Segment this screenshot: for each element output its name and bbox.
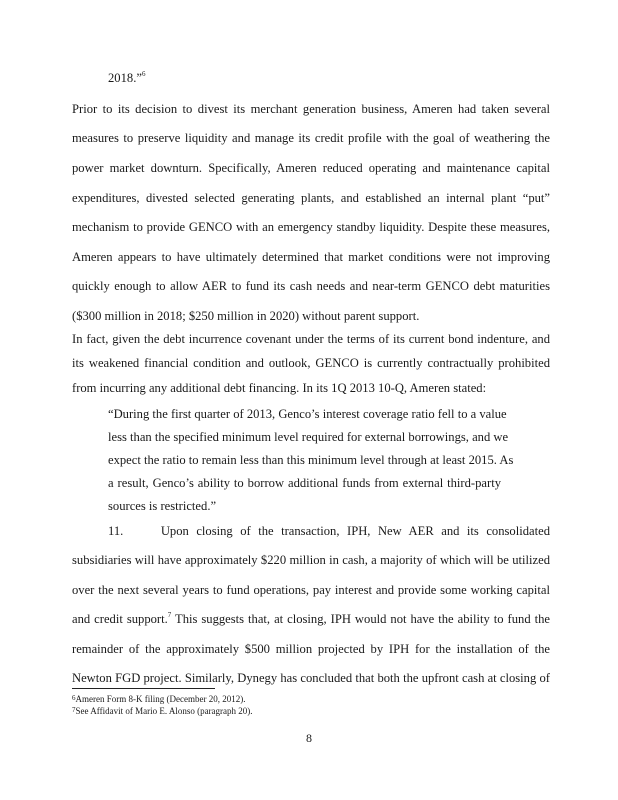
para1-line: Ameren appears to have ultimately determined that market conditions were not improving bbox=[72, 250, 550, 264]
quote-line: “During the first quarter of 2013, Genco’s interest coverage ratio fell to a value bbox=[108, 407, 507, 421]
footnote-6: $^6$Ameren Form 8-K filing (December 20, 2012). bbox=[72, 694, 246, 704]
footnote-ref-6: 6 bbox=[141, 70, 146, 78]
para1-line: Prior to its decision to divest its merchant generation business, Ameren had taken several bbox=[72, 102, 550, 116]
para11-line: over the next several years to fund operations, pay interest and provide some working capital bbox=[72, 583, 550, 597]
para11-line: Newton FGD project. Similarly, Dynegy has concluded that both the upfront cash at closing of bbox=[72, 671, 550, 685]
footnote-divider bbox=[72, 688, 215, 689]
para1-line: power market downturn. Specifically, Ameren reduced operating and maintenance capital bbox=[72, 161, 550, 175]
quote-line: a result, Genco’s ability to borrow additional funds from external third-party bbox=[108, 476, 501, 490]
para1-line: quickly enough to allow AER to fund its cash needs and near-term GENCO debt maturities bbox=[72, 279, 550, 293]
para11-line: remainder of the approximately $500 million projected by IPH for the installation of the bbox=[72, 642, 550, 656]
para2-line: its weakened financial condition and outlook, GENCO is currently contractually prohibited bbox=[72, 356, 550, 370]
para1-line: ($300 million in 2018; $250 million in 2020) without parent support. bbox=[72, 309, 420, 323]
top-line: 2018.”$^6$ bbox=[108, 70, 146, 85]
para11-line: subsidiaries will have approximately $220 million in cash, a majority of which will be utilized bbox=[72, 553, 550, 567]
footnote-ref-7: 7 bbox=[167, 611, 172, 619]
para2-line: In fact, given the debt incurrence covenant under the terms of its current bond indenture, and bbox=[72, 332, 550, 346]
quote-line: expect the ratio to remain less than this minimum level through at least 2015. As bbox=[108, 453, 514, 467]
quote-line: sources is restricted.” bbox=[108, 499, 217, 513]
footnote-7: $^7$See Affidavit of Mario E. Alonso (paragraph 20). bbox=[72, 706, 253, 716]
para1-line: mechanism to provide GENCO with an emergency standby liquidity. Despite these measures, bbox=[72, 220, 550, 234]
page-number: 8 bbox=[306, 731, 312, 745]
quote-line: less than the specified minimum level required for external borrowings, and we bbox=[108, 430, 509, 444]
para2-line: from incurring any additional debt financing. In its 1Q 2013 10-Q, Ameren stated: bbox=[72, 381, 487, 395]
para1-line: expenditures, divested selected generating plants, and established an internal plant “put” bbox=[72, 191, 550, 205]
para11-line: 11. Upon closing of the transaction, IPH, New AER and its consolidated bbox=[108, 524, 550, 538]
para11-line: and credit support.$^7$ This suggests that, at closing, IPH would not have the ability to fund the bbox=[72, 611, 550, 626]
para1-line: measures to preserve liquidity and manage its credit profile with the goal of weathering the bbox=[72, 131, 550, 145]
